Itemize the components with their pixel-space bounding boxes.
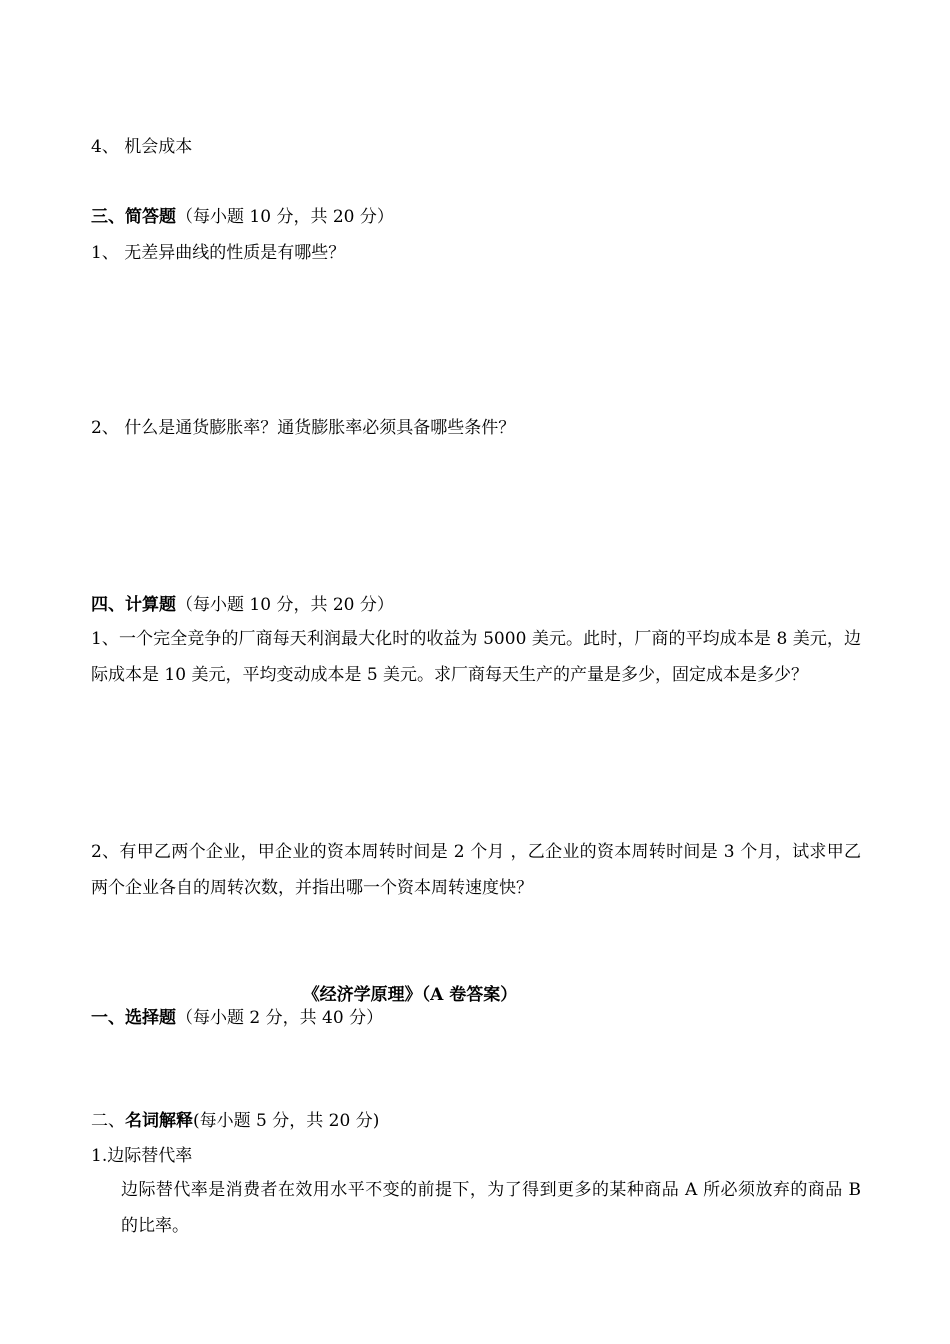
section-3-note: （每小题 10 分，共 20 分） xyxy=(176,207,394,227)
term-4: 4、 机会成本 xyxy=(91,137,193,157)
section-3-title: 三、简答题 xyxy=(91,207,176,227)
section-4-note: （每小题 10 分，共 20 分） xyxy=(176,595,394,615)
answer-section-1-title: 一、选择题 xyxy=(91,1008,176,1028)
question-4-2: 2、有甲乙两个企业，甲企业的资本周转时间是 2 个月 ，乙企业的资本周转时间是 3 个月，试求甲乙两个企业各自的周转次数，并指出哪一个资本周转速度快？ xyxy=(91,842,861,898)
answer-2-1-text: 边际替代率是消费者在效用水平不变的前提下，为了得到更多的某种商品 A 所必须放弃的商品 B 的比率。 xyxy=(121,1180,861,1236)
question-3-1: 1、 无差异曲线的性质是有哪些？ xyxy=(91,243,346,263)
section-3-heading xyxy=(91,206,394,228)
answer-title: 《经济学原理》（A 卷答案） xyxy=(302,985,518,1005)
answer-section-2-title: 名词解释 xyxy=(125,1111,193,1131)
section-4-heading xyxy=(91,594,394,616)
answer-section-2-heading xyxy=(91,1110,379,1132)
question-3-2: 2、 什么是通货膨胀率？通货膨胀率必须具备哪些条件？ xyxy=(91,418,516,438)
answer-section-2-prefix: 二、 xyxy=(91,1111,125,1131)
answer-section-1-note: （每小题 2 分，共 40 分） xyxy=(176,1008,384,1028)
answer-section-2-note: (每小题 5 分，共 20 分) xyxy=(193,1111,380,1131)
answer-2-1-term: 1.边际替代率 xyxy=(91,1146,193,1166)
answer-section-1-heading xyxy=(91,1007,383,1029)
section-4-title: 四、计算题 xyxy=(91,595,176,615)
question-4-1: 1、一个完全竞争的厂商每天利润最大化时的收益为 5000 美元。此时，厂商的平均成本是 8 美元，边际成本是 10 美元，平均变动成本是 5 美元。求厂商每天生产的产量是多少，固定成本是多少？ xyxy=(91,629,861,685)
